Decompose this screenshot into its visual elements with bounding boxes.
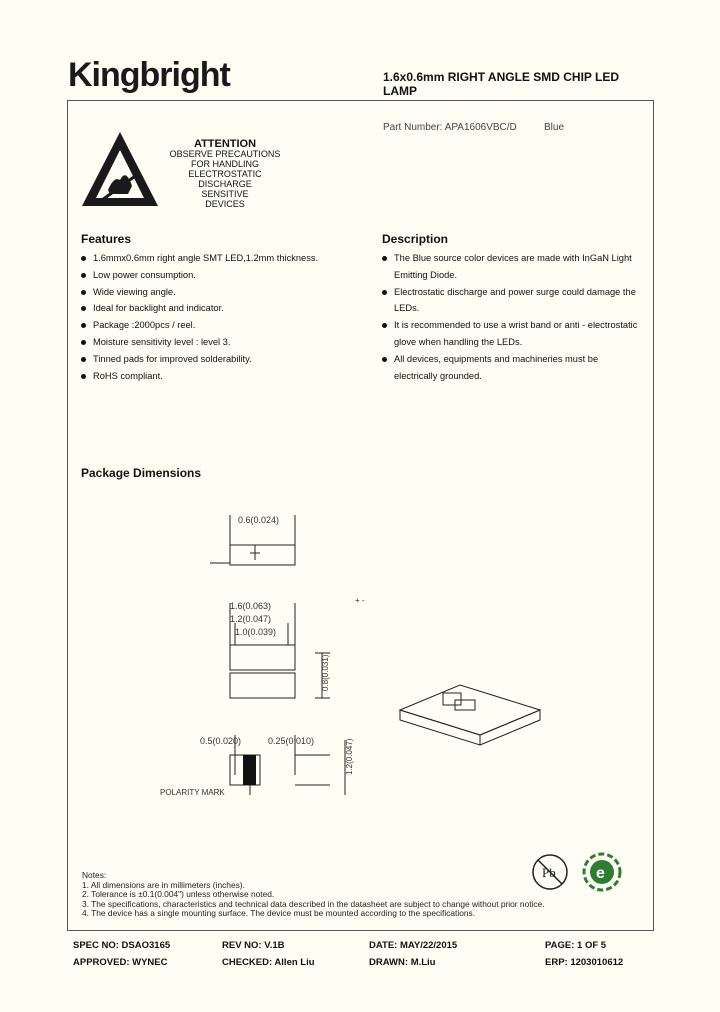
features-list: [81, 250, 366, 384]
approved-by: APPROVED: WYNEC: [73, 957, 168, 968]
polarity-label: POLARITY MARK: [160, 788, 225, 797]
spec-no: SPEC NO: DSAO3165: [73, 940, 171, 951]
list-item: Low power consumption.: [81, 267, 366, 284]
dim-025-label: 0.25(0.010): [268, 736, 315, 746]
attention-line: ELECTROSTATIC: [188, 169, 262, 179]
top-width-label: 0.6(0.024): [238, 515, 280, 525]
drawn-by: DRAWN: M.Liu: [369, 957, 436, 968]
notes-block: [82, 871, 545, 919]
note-line: 2. Tolerance is ±0.1(0.004") unless otherwise noted.: [82, 889, 275, 900]
list-item: Tinned pads for improved solderability.: [81, 351, 366, 368]
dim-05-label: 0.5(0.020): [200, 736, 242, 746]
attention-line: DISCHARGE: [198, 179, 252, 189]
part-color: Blue: [544, 122, 565, 133]
note-line: 3. The specifications, characteristics and technical data described in the datasheet are subject to change without prior notice.: [82, 898, 545, 909]
list-item: 1.6mmx0.6mm right angle SMT LED,1.2mm thickness.: [81, 250, 366, 267]
attention-block: [160, 139, 290, 209]
chip-isometric-drawing: [395, 665, 545, 755]
attention-line: SENSITIVE: [201, 189, 249, 199]
pb-free-icon: [530, 852, 570, 892]
description-heading: Description: [382, 232, 449, 246]
attention-line: FOR HANDLING: [190, 159, 259, 169]
list-item: Wide viewing angle.: [81, 284, 366, 301]
list-item: It is recommended to use a wrist band or anti - electrostatic glove when handling the LEDs.: [382, 317, 642, 351]
part-number: Part Number: APA1606VBC/D: [383, 122, 517, 133]
list-item: Ideal for backlight and indicator.: [81, 300, 366, 317]
checked-by: CHECKED: Allen Liu: [222, 957, 315, 968]
rev-no: REV NO: V.1B: [222, 940, 285, 951]
attention-heading: ATTENTION: [193, 138, 257, 150]
pb-label: Pb: [542, 865, 556, 880]
package-drawing: [80, 505, 370, 805]
polarity-symbol: + -: [355, 596, 365, 605]
esd-warning-icon: [80, 128, 160, 210]
note-line: 4. The device has a single mounting surface. The device must be mounted according to the specifications.: [82, 908, 476, 919]
list-item: Electrostatic discharge and power surge could damage the LEDs.: [382, 284, 642, 318]
dim-side-label: 0.8(0.031): [321, 654, 330, 691]
kingbright-logo: Kingbright: [68, 56, 230, 94]
dim-right-label: 1.2(0.047): [345, 738, 354, 775]
dim-12-label: 1.2(0.047): [230, 614, 272, 624]
package-dimensions-heading: Package Dimensions: [81, 466, 202, 480]
attention-line: OBSERVE PRECAUTIONS: [169, 149, 281, 159]
list-item: Package :2000pcs / reel.: [81, 317, 366, 334]
description-list: [382, 250, 642, 384]
features-heading: Features: [81, 232, 132, 246]
dim-10-label: 1.0(0.039): [235, 627, 277, 637]
list-item: Moisture sensitivity level : level 3.: [81, 334, 366, 351]
notes-heading: Notes:: [82, 870, 107, 880]
rohs-e-icon: [582, 852, 622, 892]
list-item: RoHS compliant.: [81, 368, 366, 385]
note-line: 1. All dimensions are in millimeters (inches).: [82, 879, 245, 890]
erp-number: ERP: 1203010612: [545, 957, 624, 968]
date: DATE: MAY/22/2015: [369, 940, 458, 951]
list-item: All devices, equipments and machineries must be electrically grounded.: [382, 351, 642, 385]
document-title: 1.6x0.6mm RIGHT ANGLE SMD CHIP LED LAMP: [383, 70, 620, 98]
attention-line: DEVICES: [205, 199, 245, 209]
dim-16-label: 1.6(0.063): [230, 601, 272, 611]
e-label: e: [596, 865, 605, 882]
page-number: PAGE: 1 OF 5: [545, 940, 607, 951]
list-item: The Blue source color devices are made with InGaN Light Emitting Diode.: [382, 250, 642, 284]
